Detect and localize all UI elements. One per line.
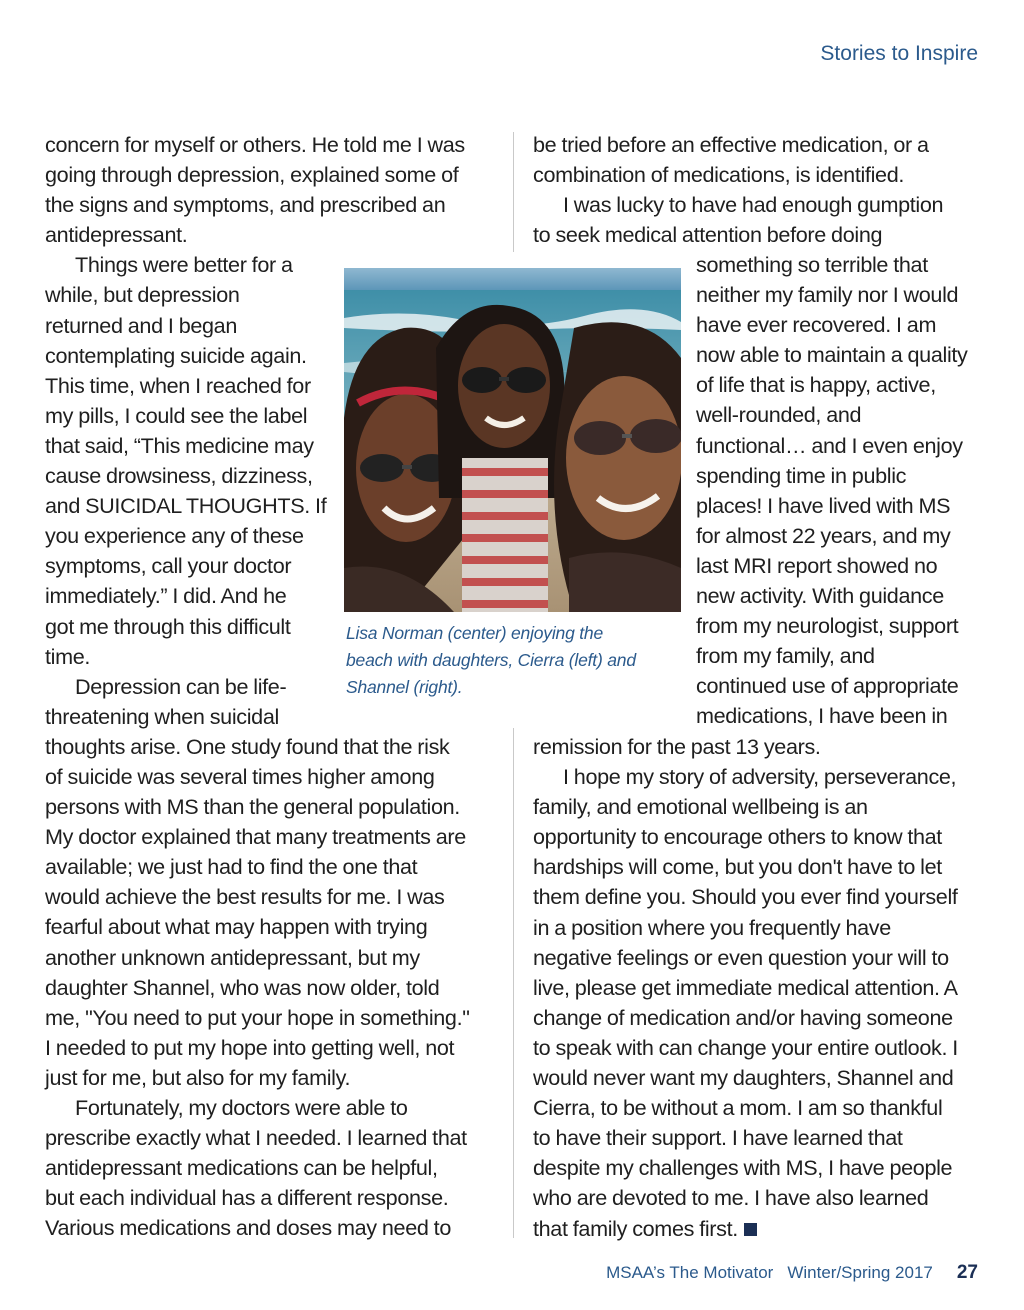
text-line: opportunity to encourage others to know that [533,824,942,850]
text-line: I needed to put my hope into getting well, not [45,1034,455,1060]
text-line: available; we just had to find the one that [45,854,418,880]
issue-date: Winter/Spring 2017 [787,1263,933,1282]
text-line: cause drowsiness, dizziness, [45,463,313,489]
text-line: to seek medical attention before doing [533,222,883,248]
text-line: something so terrible that [696,252,928,277]
text-line: Various medications and doses may need to [45,1215,451,1241]
text-line: prescribe exactly what I needed. I learned that [45,1125,467,1151]
text-line: the signs and symptoms, and prescribed an [45,192,446,218]
beach-selfie-photo [344,268,681,612]
text-line: me, "You need to put your hope in something." [45,1004,470,1030]
text-line: immediately.” I did. And he [45,583,287,609]
text-line: now able to maintain a quality [696,342,968,368]
column-divider-top [513,132,514,252]
right-text-column-top [533,130,993,250]
right-text-column-bottom [533,732,993,1244]
text-line: going through depression, explained some of [45,162,459,188]
text-line: Cierra, to be without a mom. I am so thankful [533,1095,943,1121]
text-line: from my family, and [696,643,875,669]
caption-line: Lisa Norman (center) enjoying the [346,623,604,643]
text-line: from my neurologist, support [696,613,959,639]
text-line: you experience any of these [45,523,304,549]
text-line: live, please get immediate medical attention. A [533,974,958,1000]
text-line: negative feelings or even question your will to [533,944,949,970]
text-line: would achieve the best results for me. I was [45,884,445,910]
text-line: got me through this difficult [45,613,291,639]
text-line: remission for the past 13 years. [533,734,821,759]
text-line: time. [45,643,91,669]
text-line: of life that is happy, active, [696,372,936,398]
text-line: to speak with can change your entire outlook. I [533,1034,958,1060]
text-line: continued use of appropriate [696,673,959,699]
text-line: medications, I have been in [696,703,948,729]
text-line: Fortunately, my doctors were able to [75,1095,408,1120]
publication-title: MSAA’s The Motivator [606,1263,774,1282]
text-line: for almost 22 years, and my [696,522,951,548]
column-divider-bottom [513,728,514,1238]
text-line: well-rounded, and [696,402,862,428]
text-line: spending time in public [696,462,907,488]
text-line: family, and emotional wellbeing is an [533,794,868,820]
right-text-column-middle [696,250,996,732]
end-of-article-mark [744,1223,757,1236]
section-header: Stories to Inspire [820,42,978,65]
text-line: returned and I began [45,312,238,338]
text-line: contemplating suicide again. [45,342,307,368]
text-line: This time, when I reached for [45,372,311,398]
text-line: that said, “This medicine may [45,432,314,458]
text-line: despite my challenges with MS, I have people [533,1155,953,1181]
text-line: my pills, I could see the label [45,402,308,428]
text-line: would never want my daughters, Shannel and [533,1065,954,1091]
text-line: just for me, but also for my family. [45,1064,351,1090]
text-line: functional… and I even enjoy [696,432,963,458]
text-line: I was lucky to have had enough gumption [563,192,944,218]
text-line: thoughts arise. One study found that the risk [45,733,450,759]
text-line: My doctor explained that many treatments are [45,824,466,850]
text-line: places! I have lived with MS [696,492,951,518]
text-line: antidepressant. [45,222,188,248]
text-line: fearful about what may happen with trying [45,914,428,940]
text-line: that family comes first. [533,1214,993,1244]
text-line: combination of medications, is identified. [533,162,904,188]
text-line: concern for myself or others. He told me I was [45,132,465,157]
text-line: but each individual has a different response. [45,1185,449,1211]
text-line: symptoms, call your doctor [45,553,292,579]
text-line: in a position where you frequently have [533,914,891,940]
text-line: daughter Shannel, who was now older, told [45,974,440,1000]
text-line: another unknown antidepressant, but my [45,944,420,970]
text-line: persons with MS than the general population. [45,794,460,820]
text-line: hardships will come, but you don't have to let [533,854,942,880]
text-line: while, but depression [45,282,240,308]
text-line: I hope my story of adversity, perseverance, [563,764,957,790]
text-line: new activity. With guidance [696,583,944,609]
text-line: Depression can be life- [75,673,287,699]
text-line: them define you. Should you ever find yourself [533,884,958,910]
text-line: and SUICIDAL THOUGHTS. If [45,493,327,519]
text-line: to have their support. I have learned that [533,1125,903,1151]
text-line: be tried before an effective medication, or a [533,132,929,157]
text-line: neither my family nor I would [696,282,959,308]
text-line: have ever recovered. I am [696,312,937,338]
text-line: antidepressant medications can be helpful, [45,1155,438,1181]
text-line: Things were better for a [75,252,293,278]
text-line: of suicide was several times higher among [45,763,435,789]
text-line: change of medication and/or having someone [533,1004,953,1030]
caption-line: beach with daughters, Cierra (left) and [346,650,636,670]
text-line: who are devoted to me. I have also learned [533,1185,929,1211]
text-line: threatening when suicidal [45,703,279,729]
page-footer [606,1262,978,1284]
text-line: last MRI report showed no [696,552,938,578]
page-number: 27 [956,1262,978,1283]
photo-caption [346,620,686,701]
caption-line: Shannel (right). [346,677,463,697]
